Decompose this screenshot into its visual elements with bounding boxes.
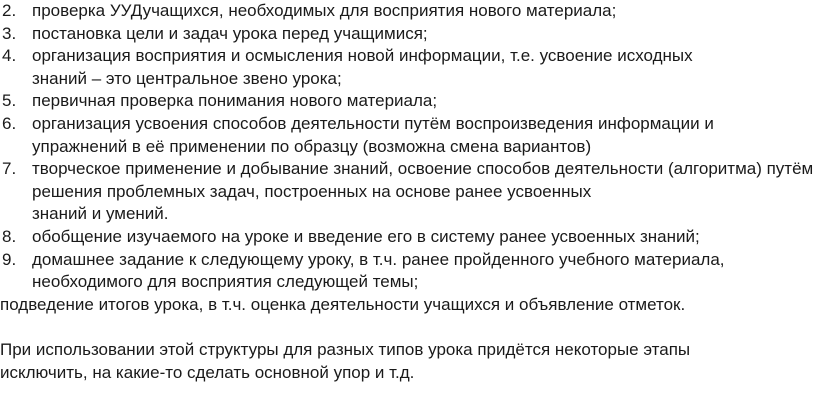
summary-paragraph: подведение итогов урока, в т.ч. оценка деятельности учащихся и объявление отметок. xyxy=(0,294,686,314)
list-item-text: упражнений в её применении по образцу (возможна смена вариантов) xyxy=(32,136,592,156)
list-item-text: обобщение изучаемого на уроке и введение его в систему ранее усвоенных знаний; xyxy=(32,226,700,246)
list-item xyxy=(0,113,816,158)
list-item-number: 9. xyxy=(2,249,17,269)
list-item-number: 7. xyxy=(2,159,17,179)
list-item-text: постановка цели и задач урока перед учащимися; xyxy=(32,23,428,43)
closing-paragraph-line: исключить, на какие-то сделать основной упор и т.д. xyxy=(0,362,415,382)
list-item xyxy=(0,90,816,113)
list-item-text: организация восприятия и осмысления новой информации, т.е. усвоение исходных xyxy=(32,46,693,66)
list-item xyxy=(0,158,816,226)
paragraph-spacer xyxy=(0,316,816,339)
list-item xyxy=(0,23,816,46)
closing-paragraph-line: При использовании этой структуры для разных типов урока придётся некоторые этапы xyxy=(0,339,691,359)
list-item-number: 6. xyxy=(2,113,17,133)
list-item-text: домашнее задание к следующему уроку, в т.ч. ранее пройденного учебного материала, xyxy=(32,249,725,269)
list-item-text: творческое применение и добывание знаний, освоение способов деятельности (алгоритма) путём xyxy=(32,159,814,179)
list-item-text: знаний – это центральное звено урока; xyxy=(32,68,342,88)
list-item-number: 3. xyxy=(2,23,17,43)
list-item xyxy=(0,0,816,23)
list-item xyxy=(0,249,816,294)
list-item-number: 4. xyxy=(2,46,17,66)
list-item-text: организация усвоения способов деятельности путём воспроизведения информации и xyxy=(32,113,714,133)
list-item-text: знаний и умений. xyxy=(32,204,169,224)
list-item-number: 8. xyxy=(2,226,17,246)
list-item-number: 5. xyxy=(2,91,17,111)
list-item-number: 2. xyxy=(2,1,17,20)
list-item xyxy=(0,226,816,249)
list-item-text: проверка УУДучащихся, необходимых для восприятия нового материала; xyxy=(32,1,617,20)
list-item xyxy=(0,45,816,90)
list-item-text: первичная проверка понимания нового материала; xyxy=(32,91,438,111)
list-item-text: решения проблемных задач, построенных на основе ранее усвоенных xyxy=(32,181,592,201)
list-item-text: необходимого для восприятия следующей темы; xyxy=(32,272,419,292)
